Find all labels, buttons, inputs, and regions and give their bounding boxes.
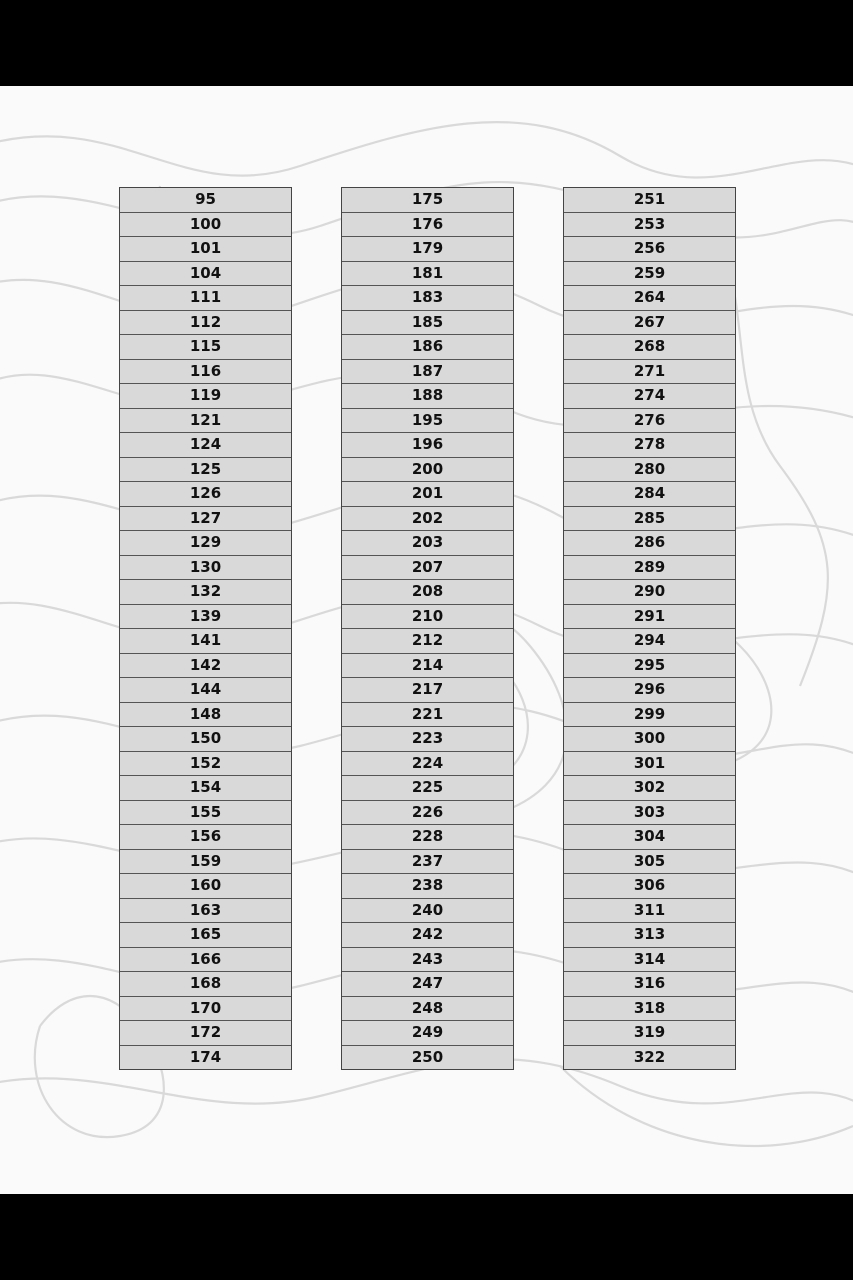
table-cell: 217: [342, 678, 513, 703]
table-cell: 200: [342, 458, 513, 483]
table-cell: 225: [342, 776, 513, 801]
table-cell: 196: [342, 433, 513, 458]
table-cell: 121: [120, 409, 291, 434]
table-cell: 305: [564, 850, 735, 875]
table-cell: 237: [342, 850, 513, 875]
table-cell: 290: [564, 580, 735, 605]
table-cell: 201: [342, 482, 513, 507]
table-cell: 141: [120, 629, 291, 654]
table-cell: 188: [342, 384, 513, 409]
table-cell: 249: [342, 1021, 513, 1046]
table-cell: 176: [342, 213, 513, 238]
table-cell: 165: [120, 923, 291, 948]
table-cell: 207: [342, 556, 513, 581]
table-cell: 214: [342, 654, 513, 679]
table-cell: 242: [342, 923, 513, 948]
table-cell: 144: [120, 678, 291, 703]
table-cell: 264: [564, 286, 735, 311]
table-cell: 101: [120, 237, 291, 262]
table-cell: 284: [564, 482, 735, 507]
table-cell: 304: [564, 825, 735, 850]
table-cell: 104: [120, 262, 291, 287]
table-cell: 183: [342, 286, 513, 311]
table-cell: 314: [564, 948, 735, 973]
table-cell: 172: [120, 1021, 291, 1046]
table-cell: 124: [120, 433, 291, 458]
table-cell: 155: [120, 801, 291, 826]
table-cell: 139: [120, 605, 291, 630]
table-cell: 300: [564, 727, 735, 752]
table-cell: 203: [342, 531, 513, 556]
table-cell: 243: [342, 948, 513, 973]
table-cell: 303: [564, 801, 735, 826]
table-cell: 100: [120, 213, 291, 238]
table-cell: 160: [120, 874, 291, 899]
table-cell: 221: [342, 703, 513, 728]
table-cell: 306: [564, 874, 735, 899]
table-cell: 212: [342, 629, 513, 654]
table-cell: 289: [564, 556, 735, 581]
table-cell: 223: [342, 727, 513, 752]
table-cell: 150: [120, 727, 291, 752]
table-cell: 259: [564, 262, 735, 287]
table-cell: 251: [564, 188, 735, 213]
table-cell: 115: [120, 335, 291, 360]
table-cell: 168: [120, 972, 291, 997]
table-cell: 278: [564, 433, 735, 458]
table-cell: 240: [342, 899, 513, 924]
table-cell: 316: [564, 972, 735, 997]
table-cell: 267: [564, 311, 735, 336]
table-cell: 170: [120, 997, 291, 1022]
table-cell: 268: [564, 335, 735, 360]
table-cell: 148: [120, 703, 291, 728]
table-cell: 125: [120, 458, 291, 483]
document-page: [0, 86, 853, 1194]
table-cell: 224: [342, 752, 513, 777]
table-cell: 166: [120, 948, 291, 973]
table-cell: 247: [342, 972, 513, 997]
table-cell: 179: [342, 237, 513, 262]
table-cell: 119: [120, 384, 291, 409]
table-cell: 226: [342, 801, 513, 826]
table-cell: 185: [342, 311, 513, 336]
table-cell: 302: [564, 776, 735, 801]
table-cell: 152: [120, 752, 291, 777]
table-cell: 112: [120, 311, 291, 336]
table-cell: 301: [564, 752, 735, 777]
table-cell: 163: [120, 899, 291, 924]
table-cell: 228: [342, 825, 513, 850]
table-cell: 175: [342, 188, 513, 213]
number-column-1: [119, 187, 292, 1070]
table-cell: 195: [342, 409, 513, 434]
table-cell: 286: [564, 531, 735, 556]
table-cell: 256: [564, 237, 735, 262]
number-column-3: [563, 187, 736, 1070]
table-cell: 276: [564, 409, 735, 434]
table-cell: 210: [342, 605, 513, 630]
table-cell: 116: [120, 360, 291, 385]
table-cell: 130: [120, 556, 291, 581]
table-cell: 280: [564, 458, 735, 483]
table-cell: 132: [120, 580, 291, 605]
table-cell: 174: [189, 1047, 222, 1066]
table-cell: 95: [120, 188, 291, 213]
table-cell: 126: [120, 482, 291, 507]
table-cell: 274: [564, 384, 735, 409]
table-cell: 156: [120, 825, 291, 850]
table-cell: 291: [564, 605, 735, 630]
table-cell: 154: [120, 776, 291, 801]
number-column-2: [341, 187, 514, 1070]
table-cell: 142: [120, 654, 291, 679]
table-cell: 187: [342, 360, 513, 385]
table-cell: 248: [342, 997, 513, 1022]
table-cell: 285: [564, 507, 735, 532]
table-cell: 271: [564, 360, 735, 385]
table-cell: 319: [564, 1021, 735, 1046]
table-cell: 299: [564, 703, 735, 728]
table-cell: 294: [564, 629, 735, 654]
table-cell: 296: [564, 678, 735, 703]
table-cell: 159: [120, 850, 291, 875]
table-cell: 318: [564, 997, 735, 1022]
table-cell: 111: [120, 286, 291, 311]
table-cell: 129: [120, 531, 291, 556]
table-cell: 127: [120, 507, 291, 532]
table-cell: 208: [342, 580, 513, 605]
table-cell: 322: [633, 1047, 666, 1066]
table-cell: 311: [564, 899, 735, 924]
table-cell: 250: [411, 1047, 444, 1066]
table-cell: 313: [564, 923, 735, 948]
table-cell: 181: [342, 262, 513, 287]
table-cell: 253: [564, 213, 735, 238]
table-cell: 238: [342, 874, 513, 899]
table-cell: 202: [342, 507, 513, 532]
table-cell: 186: [342, 335, 513, 360]
table-cell: 295: [564, 654, 735, 679]
